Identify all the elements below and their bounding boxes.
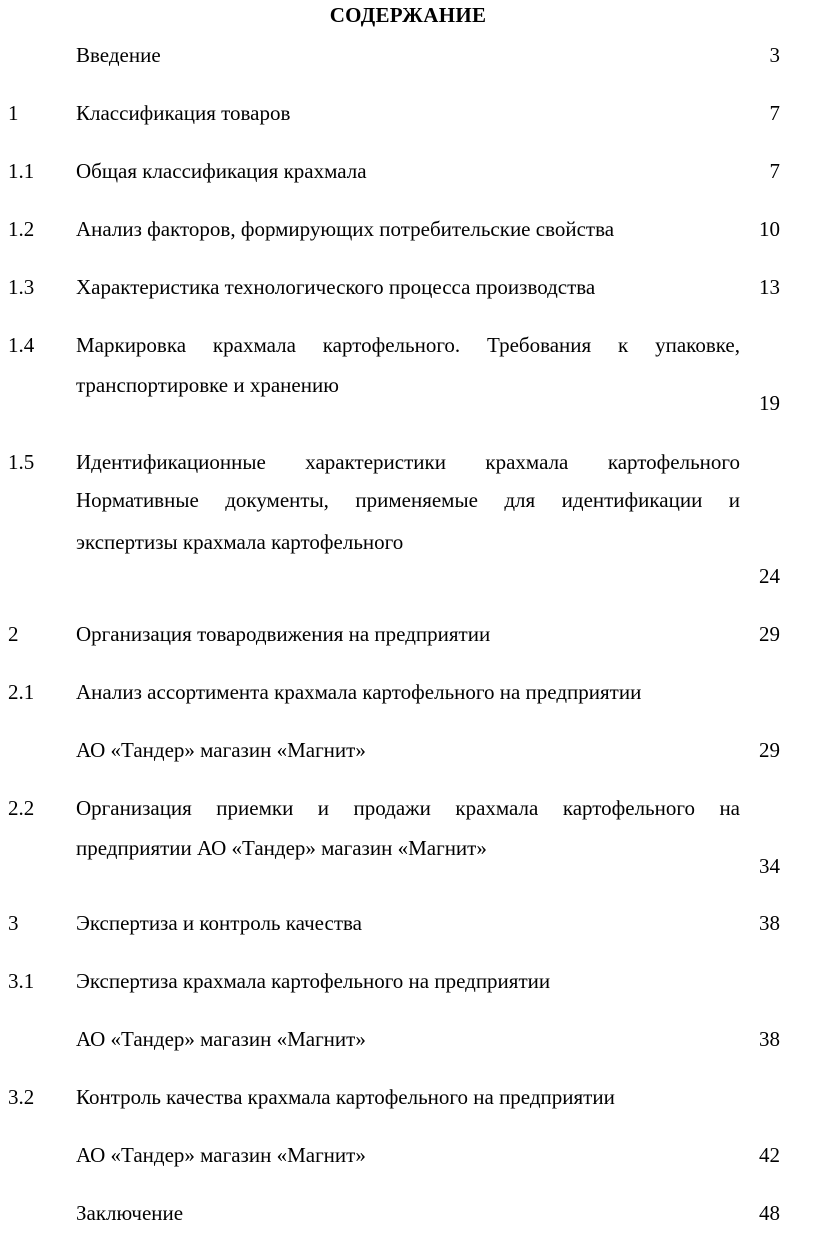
toc-section-number: 2.2 bbox=[8, 796, 35, 820]
toc-page-number: 10 bbox=[759, 217, 780, 241]
toc-page-number: 3 bbox=[769, 43, 780, 67]
toc-section-number: 3.1 bbox=[8, 969, 35, 993]
toc-page-number: 48 bbox=[759, 1201, 780, 1225]
toc-page-number: 7 bbox=[769, 101, 780, 125]
toc-line: Классификация товаров bbox=[76, 101, 291, 125]
toc-page-number: 42 bbox=[759, 1143, 780, 1167]
toc-page-number: 29 bbox=[759, 622, 780, 646]
toc-section-number: 1.2 bbox=[8, 217, 35, 241]
toc-page-number: 13 bbox=[759, 275, 780, 299]
toc-line: Введение bbox=[76, 43, 161, 67]
toc-page-number: 38 bbox=[759, 911, 780, 935]
toc-page-number: 38 bbox=[759, 1027, 780, 1051]
toc-line: Анализ ассортимента крахмала картофельного на предприятии bbox=[76, 680, 642, 704]
toc-page-number: 19 bbox=[759, 391, 780, 415]
toc-page-number: 24 bbox=[759, 564, 780, 588]
toc-line: Контроль качества крахмала картофельного на предприятии bbox=[76, 1085, 615, 1109]
toc-page-number: 7 bbox=[769, 159, 780, 183]
toc-line: Организация товародвижения на предприятии bbox=[76, 622, 491, 646]
toc-section-number: 3.2 bbox=[8, 1085, 35, 1109]
toc-section-number: 1.4 bbox=[8, 333, 35, 357]
toc-line: экспертизы крахмала картофельного bbox=[76, 530, 404, 554]
toc-section-number: 2 bbox=[8, 622, 19, 646]
toc-line: Маркировка крахмала картофельного. Требования к упаковке, bbox=[76, 333, 740, 357]
toc-page-number: 29 bbox=[759, 738, 780, 762]
toc-section-number: 1 bbox=[8, 101, 19, 125]
toc-section-number: 2.1 bbox=[8, 680, 35, 704]
toc-line: Заключение bbox=[76, 1201, 184, 1225]
toc-section-number: 1.1 bbox=[8, 159, 35, 183]
toc-line: Идентификационные характеристики крахмала картофельного bbox=[76, 450, 740, 474]
toc-section-number: 1.3 bbox=[8, 275, 35, 299]
toc-page-number: 34 bbox=[759, 854, 780, 878]
toc-line: Организация приемки и продажи крахмала картофельного на bbox=[76, 796, 740, 820]
toc-line: Экспертиза крахмала картофельного на предприятии bbox=[76, 969, 551, 993]
toc-line: Нормативные документы, применяемые для идентификации и bbox=[76, 488, 740, 512]
toc-title: СОДЕРЖАНИЕ bbox=[329, 3, 487, 27]
toc-line: Экспертиза и контроль качества bbox=[76, 911, 362, 935]
toc-line: Общая классификация крахмала bbox=[76, 159, 367, 183]
toc-line: транспортировке и хранению bbox=[76, 373, 339, 397]
toc-section-number: 3 bbox=[8, 911, 19, 935]
toc-line: Характеристика технологического процесса производства bbox=[76, 275, 596, 299]
toc-line: Анализ факторов, формирующих потребительские свойства bbox=[76, 217, 615, 241]
toc-section-number: 1.5 bbox=[8, 450, 35, 474]
toc-line: АО «Тандер» магазин «Магнит» bbox=[76, 738, 366, 762]
toc-line: АО «Тандер» магазин «Магнит» bbox=[76, 1143, 366, 1167]
toc-line: АО «Тандер» магазин «Магнит» bbox=[76, 1027, 366, 1051]
toc-line: предприятии АО «Тандер» магазин «Магнит» bbox=[76, 836, 487, 860]
